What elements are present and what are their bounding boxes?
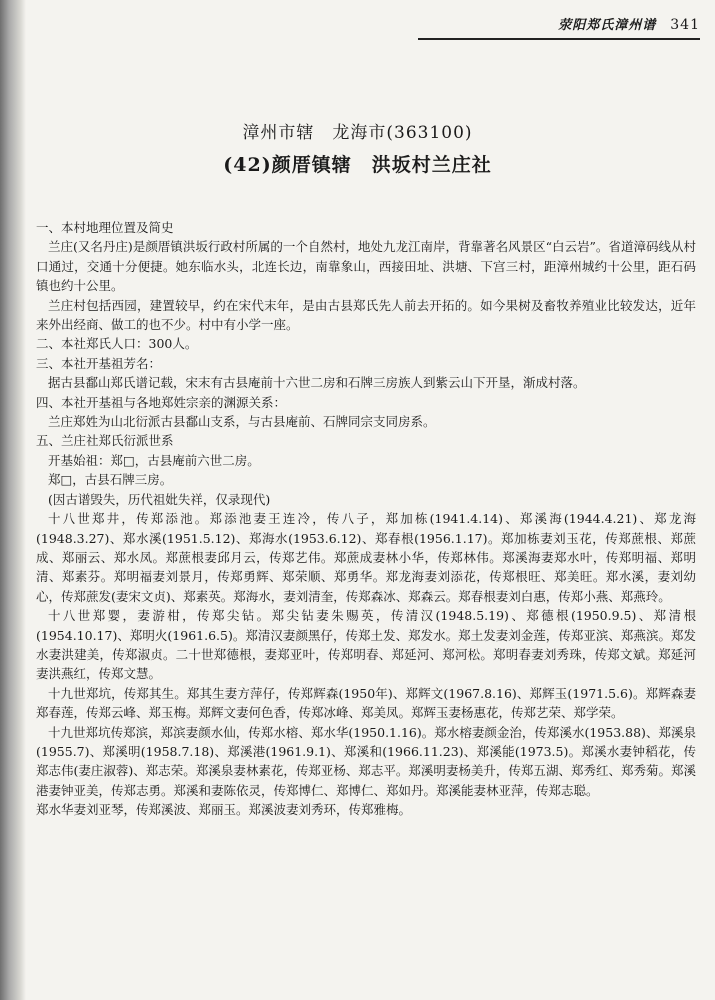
paragraph: 郑□，古县石牌三房。 bbox=[48, 472, 173, 488]
section-heading: 四、本社开基祖与各地郑姓宗亲的渊源关系： bbox=[36, 394, 287, 410]
paragraph: 十九世郑坑，传郑其生。郑其生妻方萍仔，传郑辉森(1950年)、郑辉文(1967.8.16)、郑辉玉(1971.5.6)。郑辉森妻郑春莲，传郑云峰、郑玉梅。郑辉文妻何色香，传郑冰峰、郑美凤。郑辉玉妻杨惠花，传郑艺荣、郑学荣。 bbox=[36, 685, 696, 721]
section-heading: 郑水华妻刘亚琴，传郑溪波、郑丽玉。郑溪波妻刘秀环，传郑雅梅。 bbox=[36, 802, 412, 818]
section-title-village: (42)颜厝镇辖 洪坂村兰庄社 bbox=[223, 154, 492, 176]
section-title-city: 漳州市辖 龙海市(363100) bbox=[242, 123, 473, 143]
paragraph: 十九世郑坑传郑滨，郑滨妻颜水仙，传郑水榕、郑水华(1950.1.16)。郑水榕妻颜金治，传郑溪水(1953.88)、郑溪泉(1955.7)、郑溪明(1958.7.18)、郑溪港(1961.9.1)、郑溪和(1966.11.23)、郑溪能(1973.5)。郑溪水妻钟稻花，传郑志伟(妻庄淑蓉)、郑志荣。郑溪泉妻林素花，传郑亚杨、郑志平。郑溪明妻杨美升，传郑五湖、郑秀红、郑秀菊。郑溪港妻钟亚美，传郑志勇。郑溪和妻陈依灵，传郑博仁、郑博仁、郑如丹。郑溪能妻林亚萍，传郑志聪。 bbox=[36, 724, 696, 798]
section-heading: 五、兰庄社郑氏衍派世系 bbox=[36, 433, 174, 449]
section-heading: 一、本村地理位置及简史 bbox=[36, 220, 174, 235]
paragraph: 据古县鄱山郑氏谱记载，宋末有古县庵前十六世二房和石牌三房族人到紫云山下开垦，渐成村落。 bbox=[48, 375, 586, 391]
section-heading: 二、本社郑氏人口：300人。 bbox=[36, 336, 198, 352]
page-number: 341 bbox=[670, 17, 700, 33]
book-title: 荥阳郑氏漳州谱 bbox=[558, 18, 657, 33]
paragraph: 兰庄村包括西园，建置较早，约在宋代末年，是由古县郑氏先人前去开拓的。如今果树及畜牧养殖业比较发达，近年来外出经商、做工的也不少。村中有小学一座。 bbox=[36, 297, 696, 333]
paragraph: 兰庄(又名丹庄)是颜厝镇洪坂行政村所属的一个自然村，地处九龙江南岸，背靠著名风景区“白云岩”。省道漳码线从村口通过，交通十分便捷。她东临水头，北连长边，南靠象山，西接田址、洪塘、下宫三村，距漳州城约十公里，距石码镇也约十公里。 bbox=[36, 239, 696, 294]
paragraph: 十八世郑婴，妻游柑，传郑尖钻。郑尖钻妻朱赐英，传清汉(1948.5.19)、郑德根(1950.9.5)、郑清根(1954.10.17)、郑明火(1961.6.5)。郑清汉妻颜黑仔，传郑土发、郑发水。郑土发妻刘金莲，传郑亚滨、郑燕滨。郑发水妻洪建美，传郑淑贞。二十世郑德根，妻郑亚叶，传郑明春、郑延河、郑河松。郑明春妻刘秀珠，传郑文斌。郑延河妻洪燕红，传郑文慧。 bbox=[36, 608, 696, 682]
header-rule bbox=[418, 38, 700, 40]
paragraph: 兰庄郑姓为山北衍派古县鄱山支系，与古县庵前、石牌同宗支同房系。 bbox=[48, 414, 436, 430]
paragraph: (因古谱毁失，历代祖妣失祥，仅录现代) bbox=[48, 491, 271, 507]
body-text bbox=[36, 218, 696, 820]
section-heading: 三、本社开基祖芳名： bbox=[36, 355, 162, 371]
running-header bbox=[418, 14, 700, 36]
paragraph: 开基始祖：郑□，古县庵前六世二房。 bbox=[48, 452, 260, 468]
paragraph: 十八世郑井，传郑添池。郑添池妻王连冷，传八子，郑加栋(1941.4.14)、郑溪海(1944.4.21)、郑龙海(1948.3.27)、郑水溪(1951.5.12)、郑海水(1953.6.12)、郑春根(1956.1.17)。郑加栋妻刘玉花，传郑蔗根、郑蔗成、郑丽云、郑水凤。郑蔗根妻邱月云，传郑艺伟。郑蔗成妻林小华，传郑林伟。郑溪海妻郑水叶，传郑明福、郑明清、郑素芬。郑明福妻刘景月，传郑勇辉、郑荣顺、郑勇华。郑龙海妻刘添花，传郑根旺、郑美旺。郑水溪，妻刘幼心，传郑蔗发(妻宋文贞)、郑素英。郑海水，妻刘清奎，传郑森冰、郑森云。郑春根妻刘白惠，传郑小燕、郑燕玲。 bbox=[36, 511, 696, 604]
